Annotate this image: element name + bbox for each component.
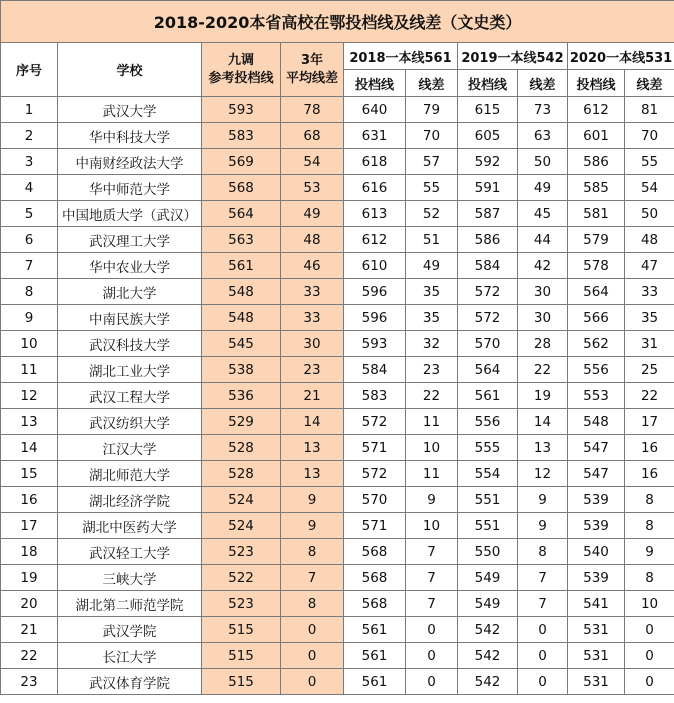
cell-2020-score: 564	[568, 279, 625, 305]
table-row	[1, 461, 674, 487]
cell-2019-score: 542	[458, 617, 518, 643]
cell-2019-diff: 9	[518, 513, 568, 539]
cell-reference-line: 528	[202, 461, 281, 487]
header-reference-line-2: 参考投档线	[208, 70, 274, 86]
cell-seq: 16	[1, 487, 58, 513]
cell-2020-score: 556	[568, 357, 625, 383]
cell-2020-score: 578	[568, 253, 625, 279]
cell-seq: 19	[1, 565, 58, 591]
cell-average-diff: 8	[281, 591, 344, 617]
cell-2019-score: 549	[458, 591, 518, 617]
cell-2020-score: 539	[568, 513, 625, 539]
cell-reference-line: 538	[202, 357, 281, 383]
cell-2020-diff: 81	[625, 97, 674, 123]
table-title: 2018-2020本省高校在鄂投档线及线差（文史类）	[1, 1, 674, 43]
table-row	[1, 149, 674, 175]
cell-average-diff: 0	[281, 669, 344, 695]
cell-2020-diff: 55	[625, 149, 674, 175]
cell-seq: 23	[1, 669, 58, 695]
cell-school: 武汉理工大学	[58, 227, 202, 253]
cell-average-diff: 30	[281, 331, 344, 357]
header-average-diff-2: 平均线差	[285, 70, 338, 86]
cell-2020-diff: 16	[625, 435, 674, 461]
cell-2020-score: 539	[568, 487, 625, 513]
cell-seq: 22	[1, 643, 58, 669]
cell-seq: 6	[1, 227, 58, 253]
cell-seq: 3	[1, 149, 58, 175]
header-reference-line-1: 九调	[227, 52, 254, 68]
cell-2020-diff: 8	[625, 513, 674, 539]
cell-average-diff: 9	[281, 513, 344, 539]
header-2018: 2018一本线561	[344, 43, 458, 70]
cell-2019-score: 615	[458, 97, 518, 123]
cell-2020-diff: 25	[625, 357, 674, 383]
header-2020-diff: 线差	[625, 70, 674, 97]
cell-2018-score: 571	[344, 513, 406, 539]
cell-reference-line: 529	[202, 409, 281, 435]
cell-2019-score: 584	[458, 253, 518, 279]
cell-seq: 11	[1, 357, 58, 383]
cell-2018-score: 612	[344, 227, 406, 253]
cell-2019-score: 542	[458, 669, 518, 695]
cell-seq: 15	[1, 461, 58, 487]
table-row	[1, 357, 674, 383]
cell-seq: 20	[1, 591, 58, 617]
cell-2019-diff: 45	[518, 201, 568, 227]
cell-2018-score: 613	[344, 201, 406, 227]
header-2020-score: 投档线	[568, 70, 625, 97]
table-row	[1, 617, 674, 643]
cell-seq: 7	[1, 253, 58, 279]
cell-2020-score: 531	[568, 643, 625, 669]
cell-reference-line: 522	[202, 565, 281, 591]
cell-average-diff: 33	[281, 305, 344, 331]
cell-2018-diff: 10	[406, 513, 458, 539]
cell-2019-diff: 7	[518, 565, 568, 591]
cell-2018-diff: 32	[406, 331, 458, 357]
cell-seq: 13	[1, 409, 58, 435]
cell-2019-diff: 7	[518, 591, 568, 617]
cell-reference-line: 515	[202, 643, 281, 669]
cell-school: 华中科技大学	[58, 123, 202, 149]
cell-2019-score: 551	[458, 487, 518, 513]
cell-2020-diff: 54	[625, 175, 674, 201]
cell-2020-diff: 22	[625, 383, 674, 409]
cell-2018-score: 561	[344, 669, 406, 695]
cell-2019-diff: 30	[518, 305, 568, 331]
cell-seq: 21	[1, 617, 58, 643]
cell-2019-diff: 73	[518, 97, 568, 123]
header-2019-diff: 线差	[518, 70, 568, 97]
cell-school: 中南民族大学	[58, 305, 202, 331]
cell-reference-line: 515	[202, 669, 281, 695]
cell-2020-score: 581	[568, 201, 625, 227]
cell-2018-diff: 22	[406, 383, 458, 409]
cell-seq: 4	[1, 175, 58, 201]
cell-school: 武汉学院	[58, 617, 202, 643]
table-row	[1, 305, 674, 331]
cell-reference-line: 593	[202, 97, 281, 123]
table-row	[1, 513, 674, 539]
cell-2018-diff: 11	[406, 409, 458, 435]
cell-2018-diff: 52	[406, 201, 458, 227]
cell-seq: 8	[1, 279, 58, 305]
table-row	[1, 227, 674, 253]
cell-reference-line: 583	[202, 123, 281, 149]
header-2020: 2020一本线531	[568, 43, 674, 70]
cell-2018-diff: 9	[406, 487, 458, 513]
cell-school: 武汉工程大学	[58, 383, 202, 409]
table-row	[1, 97, 674, 123]
cell-2019-diff: 9	[518, 487, 568, 513]
cell-2018-score: 584	[344, 357, 406, 383]
cell-reference-line: 528	[202, 435, 281, 461]
cell-2018-diff: 7	[406, 565, 458, 591]
cell-2019-diff: 30	[518, 279, 568, 305]
cell-reference-line: 569	[202, 149, 281, 175]
cell-2018-score: 583	[344, 383, 406, 409]
cell-2020-score: 566	[568, 305, 625, 331]
cell-2019-score: 570	[458, 331, 518, 357]
cell-2020-score: 547	[568, 461, 625, 487]
cell-reference-line: 524	[202, 487, 281, 513]
cell-2020-diff: 70	[625, 123, 674, 149]
cell-2018-score: 616	[344, 175, 406, 201]
cell-2020-score: 539	[568, 565, 625, 591]
cell-2019-score: 586	[458, 227, 518, 253]
cell-2019-score: 564	[458, 357, 518, 383]
cell-2018-score: 561	[344, 643, 406, 669]
cell-school: 三峡大学	[58, 565, 202, 591]
cell-average-diff: 23	[281, 357, 344, 383]
cell-seq: 10	[1, 331, 58, 357]
cell-average-diff: 7	[281, 565, 344, 591]
cell-2020-diff: 9	[625, 539, 674, 565]
cell-2019-score: 587	[458, 201, 518, 227]
cell-2018-score: 568	[344, 565, 406, 591]
cell-average-diff: 14	[281, 409, 344, 435]
cell-2018-diff: 7	[406, 539, 458, 565]
cell-2018-diff: 51	[406, 227, 458, 253]
cell-average-diff: 33	[281, 279, 344, 305]
cell-2019-score: 591	[458, 175, 518, 201]
cell-seq: 14	[1, 435, 58, 461]
cell-2019-diff: 49	[518, 175, 568, 201]
cell-school: 湖北中医药大学	[58, 513, 202, 539]
cell-2018-diff: 11	[406, 461, 458, 487]
cell-school: 武汉大学	[58, 97, 202, 123]
cell-2018-score: 568	[344, 591, 406, 617]
cell-school: 湖北大学	[58, 279, 202, 305]
cell-seq: 9	[1, 305, 58, 331]
table-row	[1, 409, 674, 435]
cell-2019-diff: 14	[518, 409, 568, 435]
cell-average-diff: 0	[281, 643, 344, 669]
cell-2019-score: 561	[458, 383, 518, 409]
cell-2019-score: 605	[458, 123, 518, 149]
cell-2018-score: 610	[344, 253, 406, 279]
cell-2020-score: 585	[568, 175, 625, 201]
cell-average-diff: 68	[281, 123, 344, 149]
cell-reference-line: 548	[202, 305, 281, 331]
cell-2019-score: 554	[458, 461, 518, 487]
cell-average-diff: 13	[281, 435, 344, 461]
cell-2020-diff: 50	[625, 201, 674, 227]
cell-2018-score: 570	[344, 487, 406, 513]
cell-2018-score: 593	[344, 331, 406, 357]
cell-2018-diff: 0	[406, 643, 458, 669]
cell-2020-diff: 16	[625, 461, 674, 487]
cell-seq: 12	[1, 383, 58, 409]
cell-average-diff: 46	[281, 253, 344, 279]
header-2019-score: 投档线	[458, 70, 518, 97]
cell-school: 中南财经政法大学	[58, 149, 202, 175]
cell-2020-score: 562	[568, 331, 625, 357]
table-row	[1, 201, 674, 227]
cell-average-diff: 13	[281, 461, 344, 487]
cell-2019-diff: 63	[518, 123, 568, 149]
cell-2018-diff: 49	[406, 253, 458, 279]
table-row	[1, 591, 674, 617]
table-row	[1, 279, 674, 305]
cell-school: 江汉大学	[58, 435, 202, 461]
table-row	[1, 383, 674, 409]
cell-2020-diff: 48	[625, 227, 674, 253]
cell-2019-diff: 22	[518, 357, 568, 383]
cell-school: 武汉纺织大学	[58, 409, 202, 435]
cell-school: 湖北经济学院	[58, 487, 202, 513]
cell-2019-diff: 0	[518, 669, 568, 695]
cell-2018-diff: 23	[406, 357, 458, 383]
cell-2019-diff: 28	[518, 331, 568, 357]
table-row	[1, 253, 674, 279]
cell-2019-diff: 8	[518, 539, 568, 565]
cell-2020-diff: 17	[625, 409, 674, 435]
cell-average-diff: 8	[281, 539, 344, 565]
header-average-diff	[281, 43, 344, 97]
cell-2019-diff: 44	[518, 227, 568, 253]
cell-2020-score: 612	[568, 97, 625, 123]
cell-2019-diff: 19	[518, 383, 568, 409]
cell-2018-diff: 35	[406, 305, 458, 331]
cell-average-diff: 54	[281, 149, 344, 175]
cell-2018-diff: 70	[406, 123, 458, 149]
cell-2019-score: 555	[458, 435, 518, 461]
cell-reference-line: 523	[202, 591, 281, 617]
table-row	[1, 487, 674, 513]
table-row	[1, 123, 674, 149]
table-row	[1, 331, 674, 357]
cell-2020-score: 579	[568, 227, 625, 253]
cell-2019-diff: 42	[518, 253, 568, 279]
cell-2019-diff: 13	[518, 435, 568, 461]
cell-reference-line: 524	[202, 513, 281, 539]
cell-school: 华中师范大学	[58, 175, 202, 201]
cell-2019-score: 550	[458, 539, 518, 565]
cell-2020-diff: 10	[625, 591, 674, 617]
cell-2020-diff: 31	[625, 331, 674, 357]
cell-2018-score: 571	[344, 435, 406, 461]
cell-2020-diff: 8	[625, 565, 674, 591]
cell-2020-score: 531	[568, 617, 625, 643]
cell-school: 武汉轻工大学	[58, 539, 202, 565]
cell-2020-diff: 0	[625, 617, 674, 643]
cell-2019-score: 542	[458, 643, 518, 669]
cell-2018-diff: 35	[406, 279, 458, 305]
cell-2020-score: 547	[568, 435, 625, 461]
table-row	[1, 435, 674, 461]
cell-school: 武汉体育学院	[58, 669, 202, 695]
cell-2020-score: 541	[568, 591, 625, 617]
cell-2018-diff: 79	[406, 97, 458, 123]
table-row	[1, 669, 674, 695]
header-2018-score: 投档线	[344, 70, 406, 97]
cell-2018-diff: 0	[406, 617, 458, 643]
cell-average-diff: 0	[281, 617, 344, 643]
cell-2020-diff: 47	[625, 253, 674, 279]
cell-2018-score: 631	[344, 123, 406, 149]
cell-school: 中国地质大学（武汉）	[58, 201, 202, 227]
cell-2018-score: 568	[344, 539, 406, 565]
header-reference-line	[202, 43, 281, 97]
cell-2019-score: 592	[458, 149, 518, 175]
cell-2019-score: 551	[458, 513, 518, 539]
cell-reference-line: 548	[202, 279, 281, 305]
table-row	[1, 539, 674, 565]
header-2018-diff: 线差	[406, 70, 458, 97]
cell-2020-diff: 8	[625, 487, 674, 513]
cell-2020-score: 601	[568, 123, 625, 149]
cell-2018-score: 596	[344, 305, 406, 331]
cell-reference-line: 523	[202, 539, 281, 565]
cell-2019-score: 549	[458, 565, 518, 591]
cell-2018-score: 572	[344, 409, 406, 435]
cell-2019-score: 572	[458, 279, 518, 305]
cell-average-diff: 9	[281, 487, 344, 513]
cell-2019-score: 572	[458, 305, 518, 331]
cell-2018-score: 572	[344, 461, 406, 487]
cell-2020-diff: 0	[625, 643, 674, 669]
cell-seq: 17	[1, 513, 58, 539]
header-2019: 2019一本线542	[458, 43, 568, 70]
cell-2018-diff: 57	[406, 149, 458, 175]
cell-reference-line: 515	[202, 617, 281, 643]
cell-2019-diff: 12	[518, 461, 568, 487]
cell-school: 湖北师范大学	[58, 461, 202, 487]
cell-2020-diff: 0	[625, 669, 674, 695]
table-row	[1, 643, 674, 669]
cell-seq: 5	[1, 201, 58, 227]
cell-average-diff: 78	[281, 97, 344, 123]
header-school: 学校	[58, 43, 202, 97]
cell-2020-score: 531	[568, 669, 625, 695]
cell-seq: 18	[1, 539, 58, 565]
cell-school: 武汉科技大学	[58, 331, 202, 357]
cell-seq: 2	[1, 123, 58, 149]
cell-school: 长江大学	[58, 643, 202, 669]
cell-2018-score: 618	[344, 149, 406, 175]
cell-reference-line: 564	[202, 201, 281, 227]
cell-2019-diff: 0	[518, 617, 568, 643]
cell-reference-line: 561	[202, 253, 281, 279]
cell-2020-score: 548	[568, 409, 625, 435]
cell-school: 华中农业大学	[58, 253, 202, 279]
table-row	[1, 175, 674, 201]
cell-2020-diff: 35	[625, 305, 674, 331]
cell-reference-line: 536	[202, 383, 281, 409]
title-row	[1, 1, 674, 43]
cell-2018-score: 640	[344, 97, 406, 123]
cell-2018-diff: 10	[406, 435, 458, 461]
cell-reference-line: 563	[202, 227, 281, 253]
cell-2018-diff: 0	[406, 669, 458, 695]
cell-2020-diff: 33	[625, 279, 674, 305]
cell-2019-diff: 50	[518, 149, 568, 175]
header-average-diff-1: 3年	[300, 52, 324, 68]
cell-2020-score: 540	[568, 539, 625, 565]
cell-2020-score: 553	[568, 383, 625, 409]
cell-seq: 1	[1, 97, 58, 123]
header-seq: 序号	[1, 43, 58, 97]
cell-reference-line: 545	[202, 331, 281, 357]
table-row	[1, 565, 674, 591]
cell-average-diff: 48	[281, 227, 344, 253]
cell-2019-diff: 0	[518, 643, 568, 669]
cell-average-diff: 53	[281, 175, 344, 201]
header-row-1	[1, 43, 674, 70]
cell-2018-diff: 55	[406, 175, 458, 201]
cell-2020-score: 586	[568, 149, 625, 175]
cell-average-diff: 21	[281, 383, 344, 409]
cell-average-diff: 49	[281, 201, 344, 227]
cell-2018-score: 596	[344, 279, 406, 305]
cell-school: 湖北第二师范学院	[58, 591, 202, 617]
cell-2018-diff: 7	[406, 591, 458, 617]
cell-reference-line: 568	[202, 175, 281, 201]
cell-school: 湖北工业大学	[58, 357, 202, 383]
cell-2018-score: 561	[344, 617, 406, 643]
cell-2019-score: 556	[458, 409, 518, 435]
